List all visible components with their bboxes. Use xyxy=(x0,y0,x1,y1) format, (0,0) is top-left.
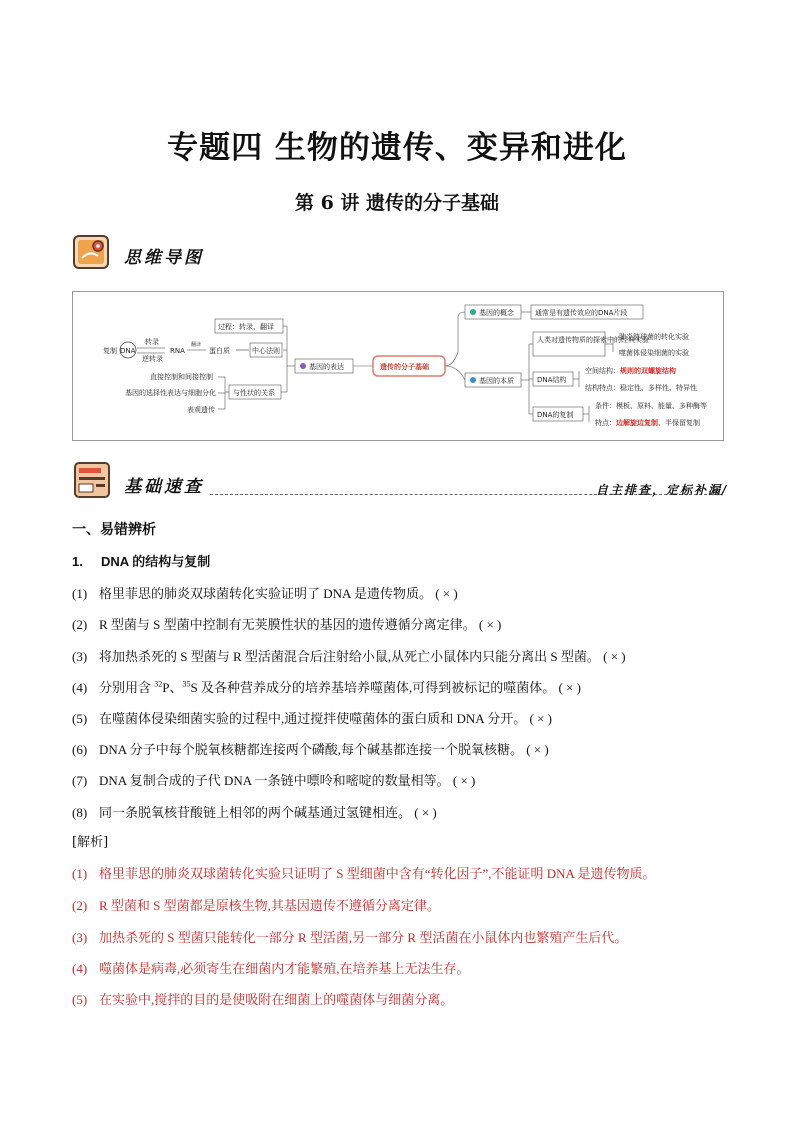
mm-relation: 与性状的关系 xyxy=(233,389,275,397)
heading-errors: 一、易错辨析 xyxy=(72,522,156,538)
sub-title: 第 6 讲 遗传的分子基础 xyxy=(294,192,500,214)
heading-dna-structure xyxy=(72,551,210,570)
mm-central-law: 中心法则 xyxy=(252,347,280,355)
list-item: (2) R 型菌与 S 型菌中控制有无荚膜性状的基因的遗传遵循分离定律。 ( × ) xyxy=(72,617,502,632)
answer-item: (1) 格里菲思的肺炎双球菌转化实验只证明了 S 型细菌中含有“转化因子”,不能证明 DNA 是遗传物质。 xyxy=(72,866,656,881)
heading-num: 1. xyxy=(72,554,83,569)
basic-section-icon xyxy=(72,460,112,500)
list-item: (5) 在噬菌体侵染细菌实验的过程中,通过搅拌使噬菌体的蛋白质和 DNA 分开。 ( × ) xyxy=(72,711,552,726)
mm-process: 过程：转录、翻译 xyxy=(218,323,274,331)
list-item: (1) 格里菲思的肺炎双球菌转化实验证明了 DNA 是遗传物质。 ( × ) xyxy=(72,586,458,601)
mm-concept-def: 通常是有遗传效应的DNA片段 xyxy=(535,309,628,317)
mm-structure: DNA结构 xyxy=(537,376,567,384)
mm-classic-2: 噬菌体侵染细菌的实验 xyxy=(619,349,689,357)
mm-features: 结构特点：稳定性、多样性、特异性 xyxy=(585,384,697,392)
svg-text:空间结构：规则的双螺旋结构 xyxy=(585,366,676,375)
mm-reverse: 逆转录 xyxy=(142,355,163,363)
mindmap-section-label: 思维导图 xyxy=(124,248,204,268)
mm-rel-2: 基因的选择性表达与细胞分化 xyxy=(125,389,216,397)
svg-text:特点：边解旋边复制、半保留复制 xyxy=(595,418,700,427)
analysis-label: [解析] xyxy=(72,835,109,850)
list-item: (4) 分别用含 $^{32}$P、$^{35}$S 及各种营养成分的培养基培养噬菌体,可得到被标记的噬菌体。 ( × ) xyxy=(72,679,581,695)
mm-rel-3: 表观遗传 xyxy=(187,406,215,414)
mm-classic: 人类对遗传物质的探索中的经典实验 xyxy=(537,336,649,344)
mm-rna: RNA xyxy=(170,347,185,355)
mind-map xyxy=(72,291,724,441)
answer-item: (2) R 型菌和 S 型菌都是原核生物,其基因遗传不遵循分离定律。 xyxy=(72,898,440,913)
mm-rel-1: 直接控制和间接控制 xyxy=(150,373,213,381)
mm-traits-rest: 、半保留复制 xyxy=(658,419,700,427)
main-title: 专题四 生物的遗传、变异和进化 xyxy=(167,130,627,166)
mm-space-value: 规则的双螺旋结构 xyxy=(620,367,676,375)
heading-text: DNA 的结构与复制 xyxy=(100,554,211,569)
mm-translate: 翻译 xyxy=(191,342,202,348)
mm-replicate: 复制 xyxy=(103,347,117,355)
mm-expression: 基因的表达 xyxy=(309,363,344,371)
mindmap-section-icon xyxy=(72,232,112,272)
mm-classic-1: 肺炎链球菌的转化实验 xyxy=(619,333,689,341)
mm-transcribe: 转录 xyxy=(145,338,159,346)
mm-protein: 蛋白质 xyxy=(209,347,230,355)
mm-traits-value: 边解旋边复制 xyxy=(616,419,658,427)
answer-item: (5) 在实验中,搅拌的目的是使吸附在细菌上的噬菌体与细菌分离。 xyxy=(72,992,454,1007)
answer-item: (4) 噬菌体是病毒,必须寄生在细菌内才能繁殖,在培养基上无法生存。 xyxy=(72,961,470,976)
list-item: (6) DNA 分子中每个脱氧核糖都连接两个磷酸,每个碱基都连接一个脱氧核糖。 ( × ) xyxy=(72,742,549,757)
list-item: (3) 将加热杀死的 S 型菌与 R 型活菌混合后注射给小鼠,从死亡小鼠体内只能分离出 S 型菌。 ( × ) xyxy=(72,649,626,664)
basic-section-label: 基础速查 xyxy=(124,477,204,497)
slogan: 自主排查，定标补漏/ xyxy=(596,483,729,497)
list-item: (8) 同一条脱氧核苷酸链上相邻的两个碱基通过氢键相连。 ( × ) xyxy=(72,805,437,820)
mm-conditions: 条件：模板、原料、能量、多种酶等 xyxy=(595,402,707,410)
mm-center: 遗传的分子基础 xyxy=(380,363,429,371)
mm-concept: 基因的概念 xyxy=(479,309,514,317)
mm-space-label: 空间结构： xyxy=(585,367,620,375)
mm-replication: DNA的复制 xyxy=(537,411,574,419)
mm-traits-label: 特点： xyxy=(595,419,616,427)
mm-essence: 基因的本质 xyxy=(479,377,514,385)
mm-dna: DNA xyxy=(120,347,136,355)
list-item: (7) DNA 复制合成的子代 DNA 一条链中嘌呤和嘧啶的数量相等。 ( × ) xyxy=(72,773,476,788)
answer-item: (3) 加热杀死的 S 型菌只能转化一部分 R 型活菌,另一部分 R 型活菌在小鼠体内也繁殖产生后代。 xyxy=(72,930,628,945)
